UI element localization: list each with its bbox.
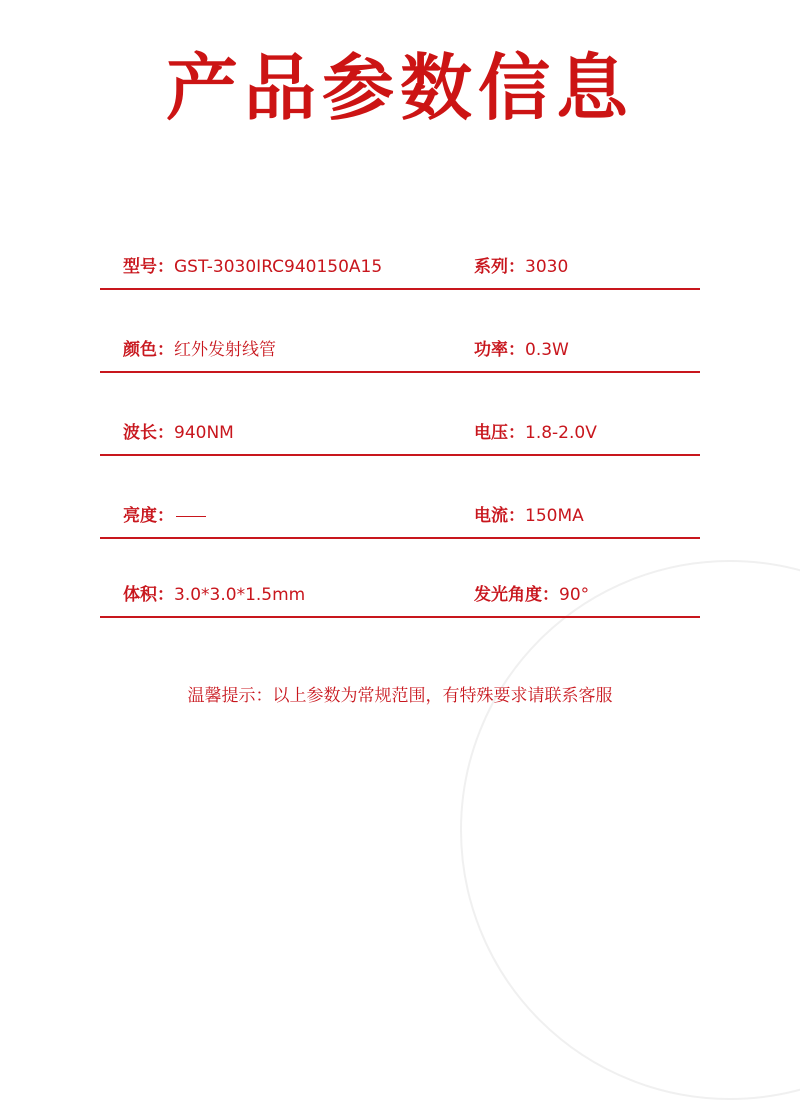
spec-voltage	[474, 422, 597, 444]
spec-value: 3.0*3.0*1.5mm	[174, 585, 306, 605]
spec-angle	[474, 584, 589, 606]
spec-value-dash	[174, 506, 206, 526]
empty-value-dash	[176, 516, 206, 517]
spec-row-color	[100, 331, 700, 373]
spec-current	[474, 505, 584, 527]
page-title: 产品参数信息	[165, 46, 634, 130]
spec-power	[474, 339, 569, 361]
spec-value: GST-3030IRC940150A15	[174, 257, 383, 277]
spec-label: 型号：	[123, 257, 174, 277]
spec-row-model	[100, 248, 700, 290]
spec-label: 波长：	[123, 423, 174, 443]
spec-label: 颜色：	[123, 340, 174, 360]
spec-value: 红外发射线管	[174, 340, 276, 360]
spec-value: 150MA	[525, 506, 584, 526]
spec-label: 系列：	[474, 257, 525, 277]
spec-label: 功率：	[474, 340, 525, 360]
spec-value: 90°	[559, 585, 590, 605]
spec-label: 体积：	[123, 585, 174, 605]
spec-row-size	[100, 576, 700, 618]
spec-color	[123, 339, 276, 361]
spec-value: 0.3W	[525, 340, 569, 360]
spec-size	[123, 584, 305, 606]
spec-value: 3030	[525, 257, 569, 277]
spec-label: 电压：	[474, 423, 525, 443]
spec-label: 亮度：	[123, 506, 174, 526]
spec-row-brightness	[100, 497, 700, 539]
spec-series	[474, 256, 568, 278]
decorative-arc	[460, 560, 800, 1100]
spec-value: 1.8-2.0V	[525, 423, 597, 443]
footer-note: 温馨提示：以上参数为常规范围，有特殊要求请联系客服	[187, 686, 613, 706]
spec-model	[123, 256, 382, 278]
spec-row-wavelength	[100, 414, 700, 456]
spec-label: 电流：	[474, 506, 525, 526]
spec-label: 发光角度：	[474, 585, 559, 605]
spec-wavelength	[123, 422, 234, 444]
spec-brightness	[123, 505, 206, 527]
spec-value: 940NM	[174, 423, 234, 443]
